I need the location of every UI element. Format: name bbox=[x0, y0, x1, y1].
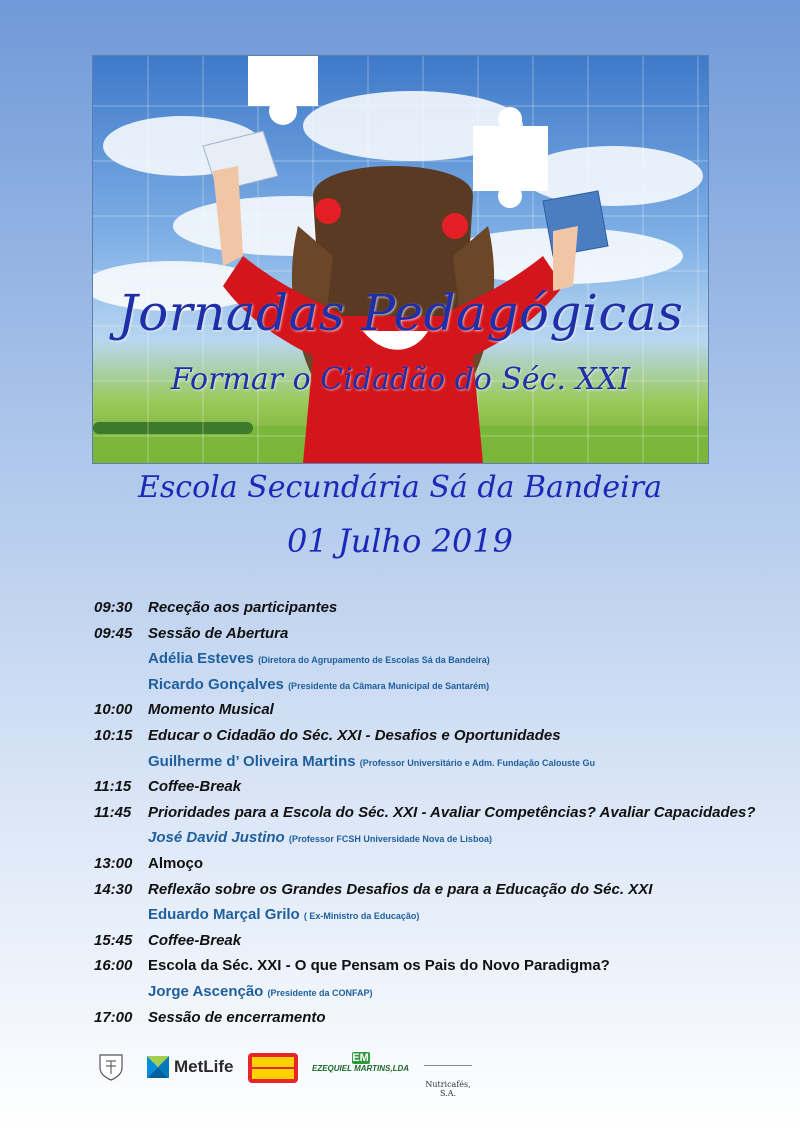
event-date: 01 Julho 2019 bbox=[286, 522, 514, 560]
schedule-time: 09:45 bbox=[94, 624, 133, 642]
speaker-name: José David Justino bbox=[148, 829, 285, 847]
schedule-row bbox=[94, 851, 794, 877]
speaker-row bbox=[148, 825, 794, 851]
schedule bbox=[94, 595, 794, 1030]
speaker-name: Jorge Ascenção bbox=[148, 982, 264, 1000]
schedule-row bbox=[94, 723, 794, 749]
schedule-row bbox=[94, 877, 794, 903]
speaker-role: (Professor FCSH Universidade Nova de Lisboa) bbox=[288, 834, 492, 845]
schedule-time: 14:30 bbox=[94, 880, 133, 898]
schedule-row bbox=[94, 1005, 794, 1031]
schedule-time: 10:15 bbox=[94, 726, 133, 744]
hero-image bbox=[92, 55, 709, 464]
schedule-row bbox=[94, 621, 794, 647]
school-name: Escola Secundária Sá da Bandeira bbox=[137, 470, 662, 505]
metlife-icon bbox=[147, 1056, 169, 1078]
schedule-time: 16:00 bbox=[94, 957, 133, 975]
speaker-name: Adélia Esteves bbox=[148, 650, 254, 668]
schedule-row bbox=[94, 774, 794, 800]
schedule-row bbox=[94, 953, 794, 979]
schedule-title: Sessão de encerramento bbox=[148, 1008, 326, 1026]
schedule-time: 11:45 bbox=[94, 803, 132, 821]
schedule-title: Escola da Séc. XXI - O que Pensam os Pais do Novo Paradigma? bbox=[148, 957, 610, 975]
speaker-row bbox=[148, 902, 794, 928]
schedule-title: Momento Musical bbox=[148, 701, 274, 719]
editora-logo bbox=[248, 1053, 298, 1088]
schedule-title: Educar o Cidadão do Séc. XXI - Desafios e Oportunidades bbox=[148, 726, 561, 744]
schedule-row bbox=[94, 595, 794, 621]
puzzle-picture bbox=[93, 56, 708, 463]
schedule-title: Reflexão sobre os Grandes Desafios da e para a Educação do Séc. XXI bbox=[148, 880, 653, 898]
speaker-role: (Presidente da CONFAP) bbox=[267, 987, 373, 998]
schedule-title: Almoço bbox=[148, 854, 204, 872]
ezequiel-name: EZEQUIEL MARTINS,LDA bbox=[312, 1064, 410, 1073]
speaker-role: (Professor Universitário e Adm. Fundação Calouste Gu bbox=[359, 757, 595, 768]
signature-mark bbox=[424, 1051, 472, 1066]
speaker-name: Eduardo Marçal Grilo bbox=[148, 906, 300, 924]
speaker-row bbox=[148, 749, 794, 775]
schedule-title: Coffee-Break bbox=[148, 931, 242, 949]
speaker-row bbox=[148, 672, 794, 698]
event-title: Jornadas Pedagógicas bbox=[117, 284, 684, 342]
schedule-row bbox=[94, 800, 794, 826]
schedule-time: 13:00 bbox=[94, 854, 133, 872]
schedule-title: Prioridades para a Escola do Séc. XXI - Avaliar Competências? Avaliar Capacidades? bbox=[148, 803, 756, 821]
schedule-time: 10:00 bbox=[94, 701, 133, 719]
speaker-role: (Diretora do Agrupamento de Escolas Sá da Bandeira) bbox=[258, 655, 490, 666]
speaker-row bbox=[148, 646, 794, 672]
ezequiel-martins-logo bbox=[312, 1052, 409, 1073]
schedule-time: 17:00 bbox=[94, 1008, 133, 1026]
event-subtitle: Formar o Cidadão do Séc. XXI bbox=[170, 362, 631, 397]
schedule-row bbox=[94, 697, 794, 723]
speaker-role: ( Ex-Ministro da Educação) bbox=[303, 911, 420, 922]
speaker-name: Guilherme d’ Oliveira Martins bbox=[148, 752, 356, 770]
ezequiel-mark: EM bbox=[352, 1052, 369, 1064]
schedule-time: 11:15 bbox=[94, 778, 132, 796]
metlife-logo bbox=[147, 1056, 234, 1078]
schedule-title: Receção aos participantes bbox=[148, 599, 338, 616]
nutricafes-logo bbox=[418, 1051, 478, 1098]
speaker-row bbox=[148, 979, 794, 1005]
speaker-role: (Presidente da Câmara Municipal de Santarém) bbox=[288, 680, 490, 691]
schedule-row bbox=[94, 928, 794, 954]
metlife-name: MetLife bbox=[174, 1057, 234, 1076]
schedule-title: Coffee-Break bbox=[148, 778, 242, 796]
schedule-time: 15:45 bbox=[94, 931, 133, 949]
sponsor-logos bbox=[0, 1048, 800, 1098]
schedule-title: Sessão de Abertura bbox=[148, 624, 289, 642]
speaker-name: Ricardo Gonçalves bbox=[148, 675, 284, 693]
schedule-time: 09:30 bbox=[94, 599, 133, 616]
school-crest-logo bbox=[96, 1052, 126, 1087]
nutricafes-name: Nutricafés, S.A. bbox=[425, 1080, 471, 1098]
